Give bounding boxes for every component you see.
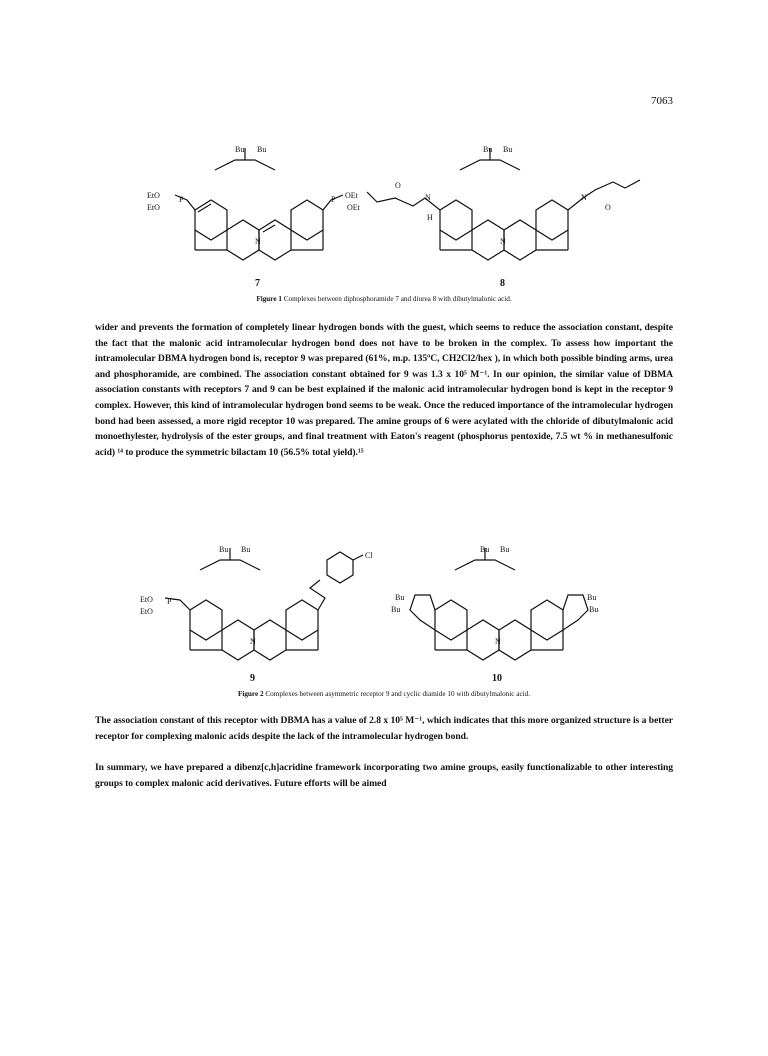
figure-2 (95, 540, 675, 685)
paragraph-2: The association constant of this receptor with DBMA has a value of 2.8 x 10⁵ M⁻¹, which indicates that this more organized structure is a better receptor for complexing malonic acids despite the lack of the intramolecular hydrogen bond. (95, 715, 673, 742)
cl-label: Cl (365, 551, 373, 560)
acridine-core-7 (195, 200, 323, 260)
bu-label: Bu (500, 545, 510, 554)
compound-label-8: 8 (500, 278, 505, 289)
bu-label: Bu (395, 593, 405, 602)
bu-label: Bu (480, 545, 490, 554)
p-label: P (331, 195, 336, 204)
figure-1-caption-label: Figure 1 (256, 295, 282, 303)
bu-label: Bu (589, 605, 599, 614)
figure-1-caption-text: Complexes between diphosphoramide 7 and diurea 8 with dibutylmalonic acid. (283, 295, 512, 303)
figure-2-caption-text: Complexes between asymmetric receptor 9 and cyclic diamide 10 with dibutylmalonic acid. (265, 690, 531, 698)
figure-2-caption (0, 690, 768, 698)
figure-1-structures (95, 140, 675, 290)
n-label: N (495, 637, 501, 646)
bu-label: Bu (587, 593, 597, 602)
eto-label: EtO (147, 191, 160, 200)
paragraph-3: In summary, we have prepared a dibenz[c,h]acridine framework incorporating two amine groups, easily functionalizable to other interesting groups to complex malonic acid derivatives. Future efforts will be aimed (95, 762, 673, 789)
n-label: N (581, 193, 587, 202)
compound-label-9: 9 (250, 673, 255, 684)
o-label: O (605, 203, 611, 212)
acridine-core-8 (440, 200, 568, 260)
bu-label: Bu (257, 145, 267, 154)
bu-label: Bu (503, 145, 513, 154)
n-label: N (425, 193, 431, 202)
o-label: O (395, 181, 401, 190)
page-number: 7063 (651, 95, 673, 107)
eto-label: EtO (140, 607, 153, 616)
figure-1-caption (0, 295, 768, 303)
figure-2-caption-label: Figure 2 (237, 690, 264, 698)
eto-label: EtO (147, 203, 160, 212)
bu-label: Bu (241, 545, 251, 554)
paragraph-1: wider and prevents the formation of completely linear hydrogen bonds with the guest, which seems to reduce the association constant, despite the fact that the malonic acid intramolecular hydrogen bond does not have to be broken in the complex. To assess how important the intramolecular DBMA hydrogen bond is, receptor 9 was prepared (61%, m.p. 135ºC, CH2Cl2/hex ), in which both possible binding arms, urea and phosphoramide, are combined. The association constant obtained for 9 was 1.3 x 10⁵ M⁻¹. In our opinion, the similar value of DBMA association constants with receptors 7 and 9 can be best explained if the malonic acid intramolecular hydrogen bond is kept in the receptor 9 complex. However, this kind of intramolecular hydrogen bond seems to be weak. Once the reduced importance of the intramolecular hydrogen bond had been assessed, a more rigid receptor 10 was prepared. The amine groups of 6 were acylated with the chloride of dibutylmalonic acid monoethylester, hydrolysis of the ester groups, and final treatment with Eaton's reagent (phosphorus pentoxide, 7.5 wt % in methanesulfonic acid) ¹⁴ to produce the symmetric bilactam 10 (56.5% total yield).¹⁵ (95, 322, 673, 458)
bu-label: Bu (483, 145, 493, 154)
bu-label: Bu (219, 545, 229, 554)
bu-label: Bu (235, 145, 245, 154)
figure-1 (95, 140, 675, 290)
eto-label: EtO (140, 595, 153, 604)
n-label: N (500, 237, 506, 246)
h-label: H (427, 213, 433, 222)
bu-label: Bu (391, 605, 401, 614)
compound-label-10: 10 (492, 673, 502, 684)
p-label: P (167, 597, 172, 606)
n-label: N (255, 237, 261, 246)
figure-2-structures (95, 540, 675, 685)
oet-label: OEt (347, 203, 360, 212)
p-label: P (179, 195, 184, 204)
compound-label-7: 7 (255, 278, 260, 289)
oet-label: OEt (345, 191, 358, 200)
n-label: N (250, 637, 256, 646)
